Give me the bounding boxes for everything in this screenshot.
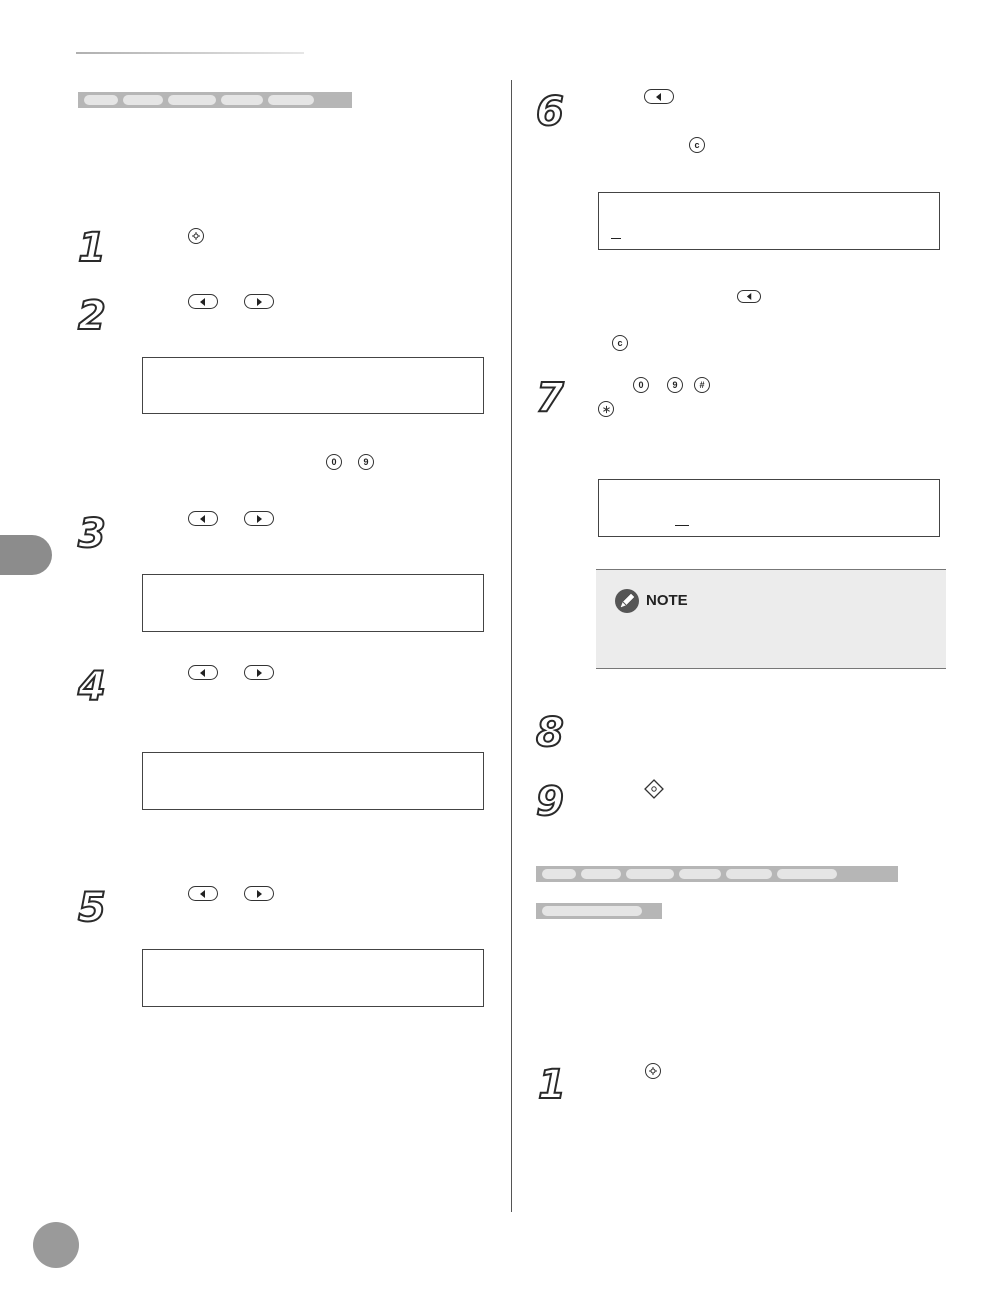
step-number-3: 3 [78, 511, 106, 557]
note-label: NOTE [646, 592, 688, 609]
note-box [596, 569, 946, 669]
left-arrow-icon [644, 89, 674, 104]
key-hash: # [694, 377, 710, 393]
right-arrow-icon [244, 886, 274, 901]
asterisk-icon [598, 401, 614, 417]
lcd-display-step-7 [598, 479, 940, 537]
menu-icon [188, 228, 204, 244]
lcd-cursor [675, 525, 689, 526]
key-0: 0 [633, 377, 649, 393]
lcd-cursor [611, 238, 621, 239]
left-arrow-icon [188, 294, 218, 309]
step-number-8: 8 [536, 710, 564, 756]
start-icon [644, 779, 664, 804]
step-number-6: 6 [536, 89, 564, 135]
lcd-display-step-3 [142, 574, 484, 632]
right-arrow-icon [244, 294, 274, 309]
chapter-tab [0, 535, 52, 575]
step-number-4: 4 [78, 664, 106, 710]
pencil-icon [614, 588, 640, 619]
clear-icon: c [689, 137, 705, 153]
step-number-1-section-2: 1 [538, 1062, 566, 1108]
left-arrow-icon [737, 290, 761, 303]
header-rule [76, 52, 304, 54]
step-number-1: 1 [78, 225, 106, 271]
step-number-5: 5 [78, 885, 106, 931]
lcd-display-step-2 [142, 357, 484, 414]
menu-icon [645, 1063, 661, 1079]
left-arrow-icon [188, 665, 218, 680]
left-arrow-icon [188, 511, 218, 526]
clear-icon: c [612, 335, 628, 351]
section-heading [78, 92, 352, 108]
section-heading-2-line-2 [536, 903, 662, 919]
step-number-7: 7 [536, 375, 564, 421]
left-arrow-icon [188, 886, 218, 901]
key-9: 9 [667, 377, 683, 393]
page-number-badge [33, 1222, 79, 1268]
step-number-9: 9 [536, 779, 564, 825]
right-arrow-icon [244, 511, 274, 526]
lcd-display-step-4 [142, 752, 484, 810]
column-divider [511, 80, 512, 1212]
key-0: 0 [326, 454, 342, 470]
right-arrow-icon [244, 665, 274, 680]
section-heading-2-line-1 [536, 866, 898, 882]
key-9: 9 [358, 454, 374, 470]
lcd-display-step-6 [598, 192, 940, 250]
lcd-display-step-5 [142, 949, 484, 1007]
step-number-2: 2 [78, 293, 106, 339]
